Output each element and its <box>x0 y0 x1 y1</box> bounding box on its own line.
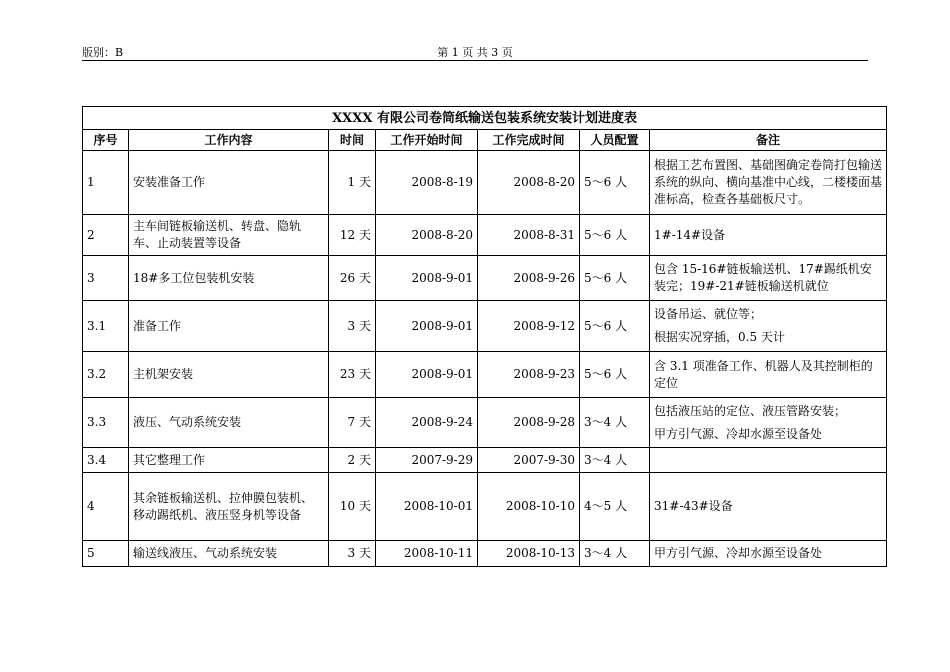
cell-end: 2008-9-12 <box>478 301 580 352</box>
cell-notes <box>650 398 887 448</box>
schedule-table <box>82 106 887 567</box>
cell-staff: 4～5 人 <box>580 473 650 541</box>
table-row <box>83 398 887 448</box>
cell-content: 输送线液压、气动系统安装 <box>129 541 329 567</box>
cell-staff: 5～6 人 <box>580 352 650 398</box>
table-row <box>83 256 887 301</box>
note-line: 包括液压站的定位、液压管路安装； <box>654 403 847 418</box>
cell-start: 2008-9-01 <box>376 256 478 301</box>
version-label: 版别：B <box>82 46 124 59</box>
cell-end: 2008-10-13 <box>478 541 580 567</box>
cell-start: 2008-10-11 <box>376 541 478 567</box>
cell-time: 10 天 <box>329 473 376 541</box>
cell-staff: 3～4 人 <box>580 398 650 448</box>
cell-staff: 5～6 人 <box>580 151 650 215</box>
cell-start: 2008-8-19 <box>376 151 478 215</box>
table-row <box>83 301 887 352</box>
cell-end: 2008-8-20 <box>478 151 580 215</box>
note-line: 31#-43#设备 <box>654 499 733 513</box>
col-header-start: 工作开始时间 <box>376 130 478 151</box>
table-title: XXXX 有限公司卷筒纸输送包装系统安装计划进度表 <box>83 107 887 130</box>
cell-content: 准备工作 <box>129 301 329 352</box>
table-row <box>83 448 887 473</box>
cell-staff: 5～6 人 <box>580 215 650 256</box>
cell-start: 2008-9-24 <box>376 398 478 448</box>
cell-start: 2007-9-29 <box>376 448 478 473</box>
col-header-end: 工作完成时间 <box>478 130 580 151</box>
note-line: 包含 15-16#链板输送机、17#踢纸机安装完；19#-21#链板输送机就位 <box>654 262 872 293</box>
cell-time: 3 天 <box>329 301 376 352</box>
table-row <box>83 352 887 398</box>
cell-notes <box>650 215 887 256</box>
cell-notes <box>650 301 887 352</box>
page-number: 第 1 页 共 3 页 <box>437 46 513 59</box>
cell-no: 1 <box>83 151 129 215</box>
cell-content: 18#多工位包装机安装 <box>129 256 329 301</box>
note-line: 甲方引气源、冷却水源至设备处 <box>654 546 823 560</box>
header-rule <box>82 60 868 61</box>
note-line: 甲方引气源、冷却水源至设备处 <box>654 426 823 441</box>
col-header-time: 时间 <box>329 130 376 151</box>
cell-end: 2008-9-26 <box>478 256 580 301</box>
table-title-row <box>83 107 887 130</box>
cell-content: 其它整理工作 <box>129 448 329 473</box>
cell-time: 7 天 <box>329 398 376 448</box>
note-line: 根据实况穿插，0.5 天计 <box>654 330 785 344</box>
cell-time: 2 天 <box>329 448 376 473</box>
cell-time: 23 天 <box>329 352 376 398</box>
col-header-content: 工作内容 <box>129 130 329 151</box>
cell-no: 3 <box>83 256 129 301</box>
cell-staff: 3～4 人 <box>580 541 650 567</box>
note-line: 含 3.1 项准备工作、机器人及其控制柜的定位 <box>654 358 873 390</box>
cell-staff: 5～6 人 <box>580 256 650 301</box>
cell-time: 12 天 <box>329 215 376 256</box>
table-row <box>83 151 887 215</box>
col-header-notes: 备注 <box>650 130 887 151</box>
cell-start: 2008-9-01 <box>376 352 478 398</box>
cell-staff: 5～6 人 <box>580 301 650 352</box>
note-line: 设备吊运、就位等； <box>654 307 763 321</box>
cell-notes <box>650 256 887 301</box>
cell-end: 2008-8-31 <box>478 215 580 256</box>
cell-time: 26 天 <box>329 256 376 301</box>
cell-no: 3.4 <box>83 448 129 473</box>
cell-notes <box>650 448 887 473</box>
cell-end: 2008-9-23 <box>478 352 580 398</box>
cell-start: 2008-10-01 <box>376 473 478 541</box>
cell-no: 4 <box>83 473 129 541</box>
table-row <box>83 473 887 541</box>
cell-end: 2008-10-10 <box>478 473 580 541</box>
cell-time: 1 天 <box>329 151 376 215</box>
col-header-no: 序号 <box>83 130 129 151</box>
cell-no: 5 <box>83 541 129 567</box>
cell-content: 主车间链板输送机、转盘、隐轨车、止动装置等设备 <box>129 215 329 256</box>
cell-start: 2008-9-01 <box>376 301 478 352</box>
cell-end: 2008-9-28 <box>478 398 580 448</box>
cell-content: 其余链板输送机、拉伸膜包装机、移动踢纸机、液压竖身机等设备 <box>129 473 329 541</box>
cell-no: 3.2 <box>83 352 129 398</box>
table-row <box>83 215 887 256</box>
cell-staff: 3～4 人 <box>580 448 650 473</box>
cell-start: 2008-8-20 <box>376 215 478 256</box>
note-line: 根据工艺布置图、基础图确定卷筒打包输送系统的纵向、横向基准中心线，二楼楼面基准标高，检查各基础板尺寸。 <box>654 158 883 206</box>
col-header-staff: 人员配置 <box>580 130 650 151</box>
cell-notes <box>650 541 887 567</box>
cell-notes <box>650 473 887 541</box>
table-header-row <box>83 130 887 151</box>
cell-content: 主机架安装 <box>129 352 329 398</box>
cell-notes <box>650 352 887 398</box>
note-line: 1#-14#设备 <box>654 227 726 242</box>
cell-time: 3 天 <box>329 541 376 567</box>
cell-no: 3.1 <box>83 301 129 352</box>
cell-no: 3.3 <box>83 398 129 448</box>
cell-content: 安装准备工作 <box>129 151 329 215</box>
cell-notes <box>650 151 887 215</box>
cell-content: 液压、气动系统安装 <box>129 398 329 448</box>
cell-no: 2 <box>83 215 129 256</box>
table-row <box>83 541 887 567</box>
cell-end: 2007-9-30 <box>478 448 580 473</box>
